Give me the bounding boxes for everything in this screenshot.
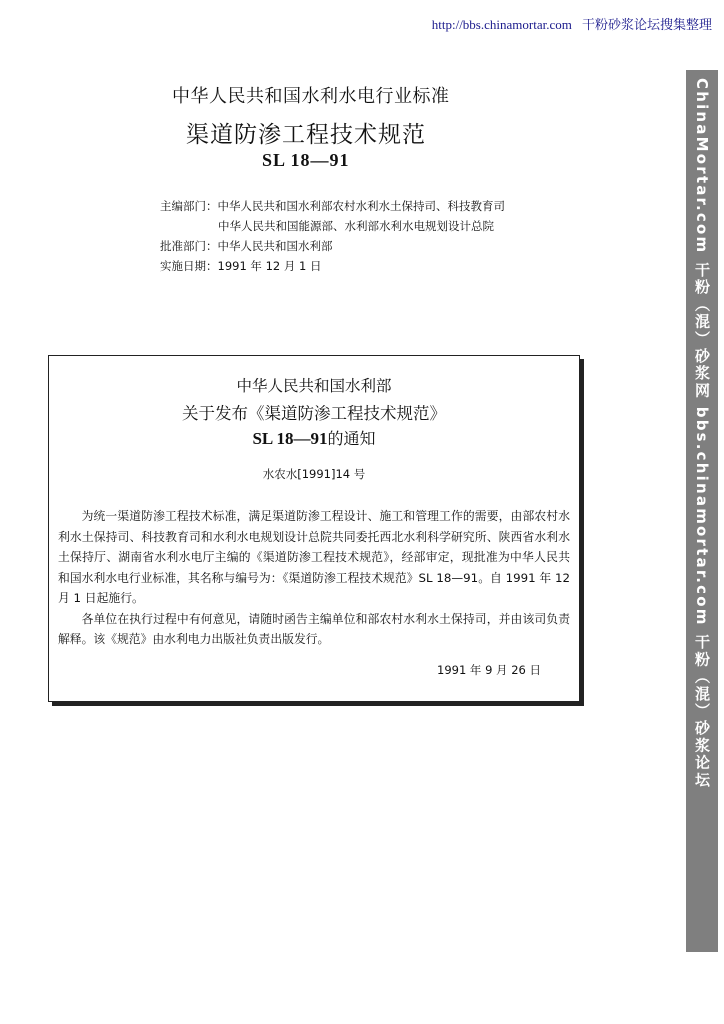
watermark-side-bar — [686, 70, 718, 952]
effective-date-line: 实施日期：1991 年 12 月 1 日 — [160, 259, 322, 273]
notice-title-suffix: 的通知 — [327, 429, 376, 448]
notice-code-line — [49, 426, 579, 449]
notice-paragraph-2: 各单位在执行过程中有何意见，请随时函告主编单位和部农村水利水土保持司，并由该司负责解释。该《规范》由水利电力出版社负责出版发行。 — [58, 611, 570, 646]
standard-title: 渠道防渗工程技术规范 — [186, 122, 426, 148]
editor-line-2: 中华人民共和国能源部、水利部水利水电规划设计总院 — [218, 219, 494, 233]
watermark-header — [432, 14, 712, 33]
watermark-side-text: ChinaMortar.com 干粉（混）砂浆网 bbs.chinamortar.com 干粉（混）砂浆论坛 — [693, 78, 711, 789]
notice-date: 1991 年 9 月 26 日 — [437, 663, 541, 677]
notice-body — [58, 506, 570, 650]
standard-category: 中华人民共和国水利水电行业标准 — [172, 86, 450, 107]
watermark-label: 干粉砂浆论坛搜集整理 — [581, 18, 712, 33]
editor-line-1: 主编部门：中华人民共和国水利部农村水利水土保持司、科技教育司 — [160, 199, 505, 213]
watermark-url: http://bbs.chinamortar.com — [431, 17, 572, 32]
notice-org: 中华人民共和国水利部 — [236, 377, 392, 395]
standard-code: SL 18—91 — [262, 150, 350, 170]
notice-code: SL 18—91 — [252, 429, 328, 448]
notice-box — [48, 355, 580, 702]
approver-line: 批准部门：中华人民共和国水利部 — [160, 239, 333, 253]
notice-title: 关于发布《渠道防渗工程技术规范》 — [182, 404, 446, 423]
notice-paragraph-1: 为统一渠道防渗工程技术标准，满足渠道防渗工程设计、施工和管理工作的需要，由部农村水利水土保持司、科技教育司和水利水电规划设计总院共同委托西北水利科学研究所、陕西省水利水土保持厅、湖南省水利水电厅主编的《渠道防渗工程技术规范》，经部审定，现批准为中华人民共和国水利水电行业标准，其名称与编号为：《渠道防渗工程技术规范》SL 18—91。自 1991 年 12 月 1 日起施行。 — [58, 509, 570, 605]
notice-doc-number: 水农水[1991]14 号 — [262, 467, 366, 481]
